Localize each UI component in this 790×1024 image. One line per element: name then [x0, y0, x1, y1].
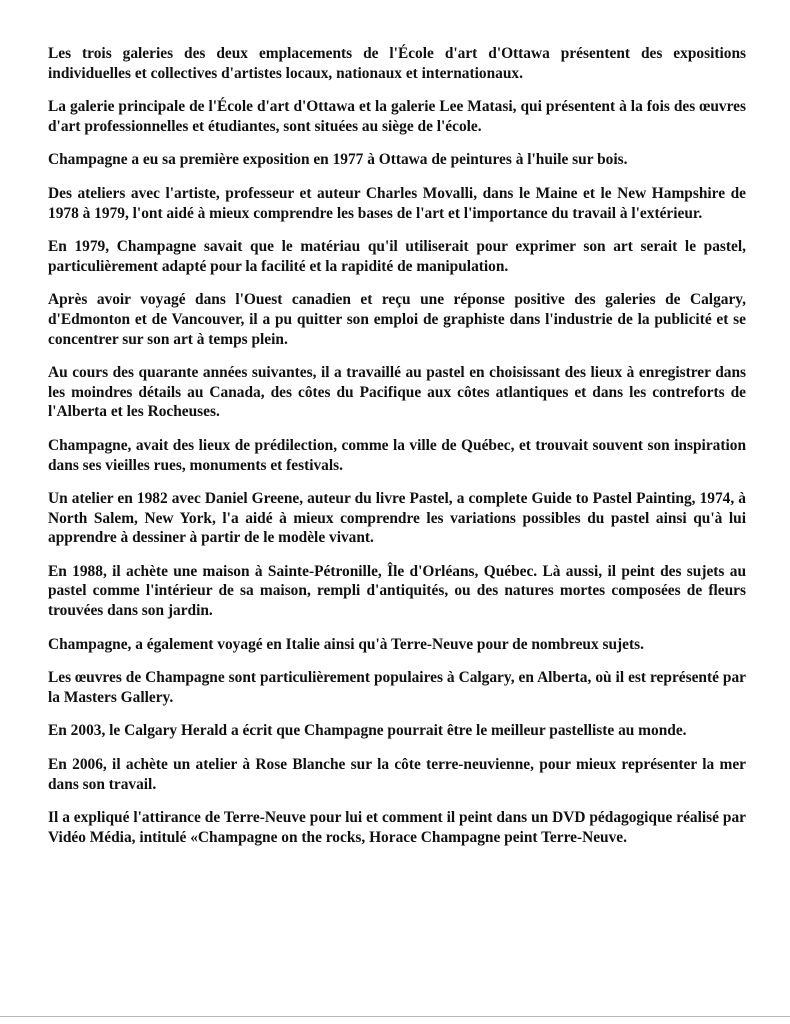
paragraph-pastel-choice: En 1979, Champagne savait que le matériau qu'il utiliserait pour exprimer son art serait le pastel, particulièrement adapté pour la facilité et la rapidité de manipulation.: [48, 238, 746, 275]
paragraph-calgary-popularity: Les œuvres de Champagne sont particulièrement populaires à Calgary, en Alberta, où il est représenté par la Masters Gallery.: [48, 669, 746, 706]
paragraph-sainte-petronille: En 1988, il achète une maison à Sainte-Pétronille, Île d'Orléans, Québec. Là aussi, il peint des sujets au pastel comme l'intérieur de sa maison, rempli d'antiquités, ou des natures mortes composées de fleurs trouvées dans son jardin.: [48, 562, 746, 620]
paragraph-main-gallery: La galerie principale de l'École d'art d'Ottawa et la galerie Lee Matasi, qui présentent à la fois des œuvres d'art professionnelles et étudiantes, sont situées au siège de l'école.: [48, 98, 746, 135]
paragraph-greene-workshop: Un atelier en 1982 avec Daniel Greene, auteur du livre Pastel, a complete Guide to Pastel Painting, 1974, à North Salem, New York, l'a aidé à mieux comprendre les variations possibles du pastel ainsi qu'à lui apprendre à dessiner à partir de le modèle vivant.: [48, 490, 746, 547]
page-bottom-divider: [0, 1016, 790, 1017]
paragraph-western-canada: Après avoir voyagé dans l'Ouest canadien et reçu une réponse positive des galeries de Calgary, d'Edmonton et de Vancouver, il a pu quitter son emploi de graphiste dans l'industrie de la publicité et se concentrer sur son art à temps plein.: [48, 291, 746, 348]
paragraph-dvd: Il a expliqué l'attirance de Terre-Neuve pour lui et comment il peint dans un DVD pédagogique réalisé par Vidéo Média, intitulé «Champagne on the rocks, Horace Champagne peint Terre-Neuve.: [48, 809, 746, 846]
paragraph-first-exhibition: Champagne a eu sa première exposition en 1977 à Ottawa de peintures à l'huile sur bois.: [48, 151, 628, 169]
document-page: [48, 44, 746, 861]
paragraph-rose-blanche: En 2006, il achète un atelier à Rose Blanche sur la côte terre-neuvienne, pour mieux représenter la mer dans son travail.: [48, 756, 746, 793]
paragraph-ottawa-galleries: Les trois galeries des deux emplacements de l'École d'art d'Ottawa présentent des expositions individuelles et collectives d'artistes locaux, nationaux et internationaux.: [48, 45, 746, 82]
paragraph-italy-newfoundland: Champagne, a également voyagé en Italie ainsi qu'à Terre-Neuve pour de nombreux sujets.: [48, 635, 644, 653]
paragraph-movalli-workshops: Des ateliers avec l'artiste, professeur et auteur Charles Movalli, dans le Maine et le New Hampshire de 1978 à 1979, l'ont aidé à mieux comprendre les bases de l'art et l'importance du travail à l'extérieur.: [48, 184, 746, 222]
paragraph-forty-years: Au cours des quarante années suivantes, il a travaillé au pastel en choisissant des lieux à enregistrer dans les moindres détails au Canada, des côtes du Pacifique aux côtes atlantiques et dans les contreforts de l'Alberta et les Rocheuses.: [48, 364, 746, 421]
paragraph-calgary-herald: En 2003, le Calgary Herald a écrit que Champagne pourrait être le meilleur pastelliste au monde.: [48, 722, 687, 740]
paragraph-quebec-city: Champagne, avait des lieux de prédilection, comme la ville de Québec, et trouvait souvent son inspiration dans ses vieilles rues, monuments et festivals.: [48, 436, 746, 474]
